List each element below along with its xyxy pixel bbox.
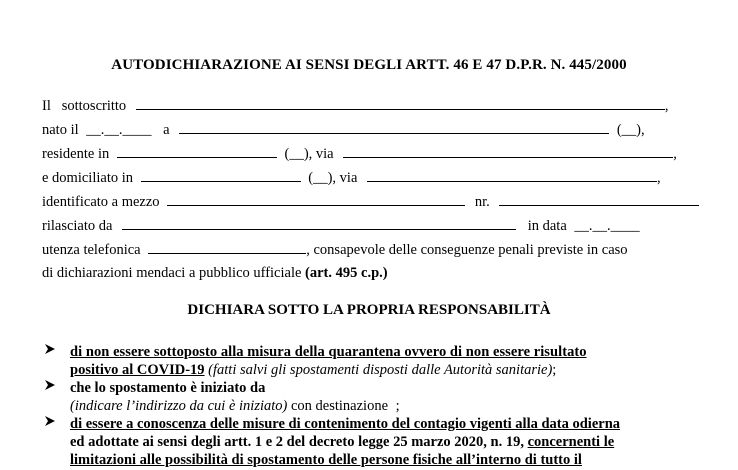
form-line-nato (42, 119, 686, 139)
domiciliato-label: e domiciliato in (42, 170, 134, 186)
issued-by-field[interactable] (122, 215, 516, 230)
bullet-1-line-1: di non essere sottoposto alla misura della quarantena ovvero di non essere risultato (70, 344, 587, 360)
arrowhead-bullet-icon (44, 378, 58, 398)
nr-label: nr. (474, 194, 490, 210)
issue-date-field[interactable]: __.__.____ (574, 218, 640, 234)
id-document-field[interactable] (167, 191, 465, 206)
residence-street-field[interactable] (343, 143, 673, 158)
bullet-2-italic: (indicare l’indirizzo da cui è iniziato) (70, 398, 288, 414)
bullet-2-text: che lo spostamento è iniziato da (70, 380, 266, 396)
arrowhead-bullet-icon (44, 414, 58, 434)
bullet-3-line-3: limitazioni alle possibilità di spostamento delle persone fisiche all’interno di tutto il (70, 452, 582, 468)
identificato-label: identificato a mezzo (42, 194, 160, 210)
form-line-utenza (42, 239, 686, 259)
bullet-3-underlined: concernenti le (527, 434, 615, 450)
form-line-sottoscritto: Il sottoscritto , (42, 95, 686, 115)
utenza-text: , consapevole delle conseguenze penali previste in caso (306, 242, 628, 258)
sottoscritto-label: Il sottoscritto (42, 98, 127, 114)
bullet-2-mid: con destinazione (290, 398, 389, 414)
phone-field[interactable] (148, 239, 306, 254)
form-line-residente: residente in (__), via , (42, 143, 686, 163)
form-line-rilasciato (42, 215, 686, 235)
indata-label: in data (527, 218, 567, 234)
form-line-identificato (42, 191, 686, 211)
bullet-1-end: ; (552, 362, 557, 378)
bullet-1-italic: (fatti salvi gli spostamenti disposti dalle Autorità sanitarie) (208, 362, 553, 378)
arrowhead-bullet-icon (44, 342, 58, 362)
form-line-dichiarazioni (42, 263, 686, 283)
bullet-1-bold: positivo al COVID-19 (70, 362, 205, 378)
form-line-domiciliato: e domiciliato in (__), via , (42, 167, 686, 187)
domicile-province-field[interactable]: (__), via (308, 170, 358, 186)
nato-label: nato il (42, 122, 79, 138)
domicile-street-field[interactable] (367, 167, 657, 182)
birth-date-field[interactable]: __.__.____ (86, 122, 152, 138)
residente-label: residente in (42, 146, 110, 162)
bullet-2-line-1 (70, 378, 686, 398)
name-field[interactable] (136, 95, 665, 110)
nato-a-label: a (163, 122, 170, 138)
birth-place-field[interactable] (179, 119, 609, 134)
bullet-3-line-2 (70, 432, 686, 452)
rilasciato-label: rilasciato da (42, 218, 113, 234)
birth-province-field[interactable]: (__), (616, 122, 645, 138)
bullet-3-line-1: di essere a conoscenza delle misure di contenimento del contagio vigenti alla data odierna (70, 416, 621, 432)
id-number-field[interactable] (499, 191, 699, 206)
utenza-label: utenza telefonica (42, 242, 141, 258)
bullet-1-line-2 (70, 360, 686, 380)
dichiarazioni-text: di dichiarazioni mendaci a pubblico ufficiale (42, 265, 302, 281)
bullet-3-text: ed adottate ai sensi degli artt. 1 e 2 del decreto legge 25 marzo 2020, n. 19, (70, 434, 524, 450)
section-heading: DICHIARA SOTTO LA PROPRIA RESPONSABILITÀ (187, 302, 551, 318)
bullet-2-end: ; (395, 398, 400, 414)
residence-city-field[interactable] (117, 143, 277, 158)
art-text: (art. 495 c.p.) (305, 265, 388, 281)
residence-province-field[interactable]: (__), via (284, 146, 334, 162)
domicile-city-field[interactable] (141, 167, 301, 182)
bullet-2-line-2 (70, 396, 686, 416)
document-title: AUTODICHIARAZIONE AI SENSI DEGLI ARTT. 46 E 47 D.P.R. N. 445/2000 (111, 57, 627, 73)
